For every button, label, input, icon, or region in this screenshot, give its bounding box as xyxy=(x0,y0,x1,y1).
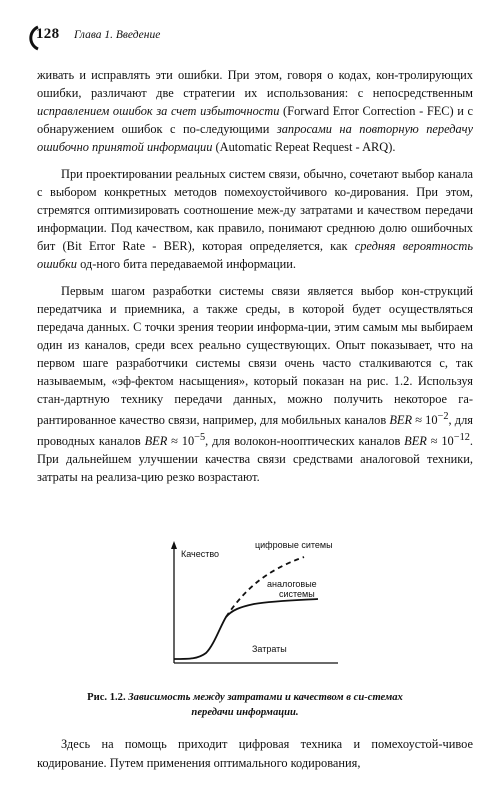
figure-caption xyxy=(72,690,418,720)
math-ber: BER xyxy=(144,434,168,449)
text-span: од-ного бита передаваемой информации. xyxy=(76,257,296,271)
text-span: , для волокон-нооптических каналов xyxy=(205,434,405,449)
text-span: ≈ 10 xyxy=(412,413,438,428)
figure-1-2 xyxy=(160,535,350,670)
text-span: (Forward Error Correction - FEC) и с обнаружением ошибок с по-следующими xyxy=(37,104,474,136)
math-exponent: −5 xyxy=(194,432,206,444)
paragraph-2 xyxy=(37,165,473,273)
paragraph-1 xyxy=(37,66,473,156)
page-number: 128 xyxy=(36,26,60,42)
italic-term: исправлением ошибок за счет избыточности xyxy=(37,104,280,118)
analog-systems-label-line1: аналоговые xyxy=(267,579,317,589)
caption-number: Рис. 1.2. xyxy=(87,692,126,703)
text-span: Первым шагом разработки системы связи является выбор кон-струкций передатчика и приемника, а также среды, в которой будет осуществляться передача данных. С точки зрения теории информа-ции, этим самым мы выбираем один из каналов, среди всех реально существующих. Опыт показывает, что на первом шаге разработчики системы связи очень часто сталкиваются с, так называемым, «эф-фектом насыщения», который показан на рис. 1.2. Используя стан-дартную технику передачи данных, можно получить некоторое га-рантированное качество связи, например, для мобильных каналов xyxy=(37,284,473,428)
body-text xyxy=(37,66,473,495)
paragraph-4: Здесь на помощь приходит цифровая техника и помехоустой-чивое кодирование. Путем применения оптимального кодирования, xyxy=(37,737,473,770)
y-axis-label: Качество xyxy=(181,549,220,559)
digital-systems-label: цифровые ситемы xyxy=(255,540,333,550)
caption-text: Зависимость между затратами и качеством в си-стемах передачи информации. xyxy=(125,692,403,718)
running-head: Глава 1. Введение xyxy=(74,29,161,41)
text-span: , для проводных каналов xyxy=(37,413,473,449)
math-exponent: −12 xyxy=(453,432,470,444)
math-exponent: −2 xyxy=(437,411,449,422)
closing-text xyxy=(37,735,473,773)
paragraph-3 xyxy=(37,282,473,486)
analog-curve xyxy=(174,599,318,659)
text-span: (Automatic Repeat Request - ARQ). xyxy=(212,140,396,154)
text-span: При проектировании реальных систем связи, обычно, сочетают выбор канала с выбором конкретных методов помехоустойчивого ко-дирования. При этом, стремятся оптимизировать соотношение меж-ду затратами и качеством передачи информации. Под качеством, как правило, понимают среднюю долю ошибочных бит (Bit Error Rate - BER), которая определяется, как xyxy=(37,167,473,253)
page-header xyxy=(22,24,222,52)
math-ber: BER xyxy=(404,434,427,449)
analog-systems-label-line2: системы xyxy=(279,589,315,599)
text-span: . При дальнейшем улучшении качества связи средствами аналоговой техники, затраты на реализа-цию резко возрастают. xyxy=(37,434,474,485)
y-axis-arrow xyxy=(171,541,177,549)
text-span: ≈ 10 xyxy=(426,434,454,449)
italic-term: средняя вероятность ошибки xyxy=(37,239,473,271)
text-span: ≈ 10 xyxy=(167,434,195,449)
math-ber: BER xyxy=(389,413,413,428)
italic-term: запросами на повторную передачу ошибочно принятой информации xyxy=(37,122,474,154)
text-span: живать и исправлять эти ошибки. При этом, говоря о кодах, кон-тролирующих ошибки, различают две стратегии их использования: с непосредственным xyxy=(37,68,473,100)
x-axis-label: Затраты xyxy=(252,644,287,654)
